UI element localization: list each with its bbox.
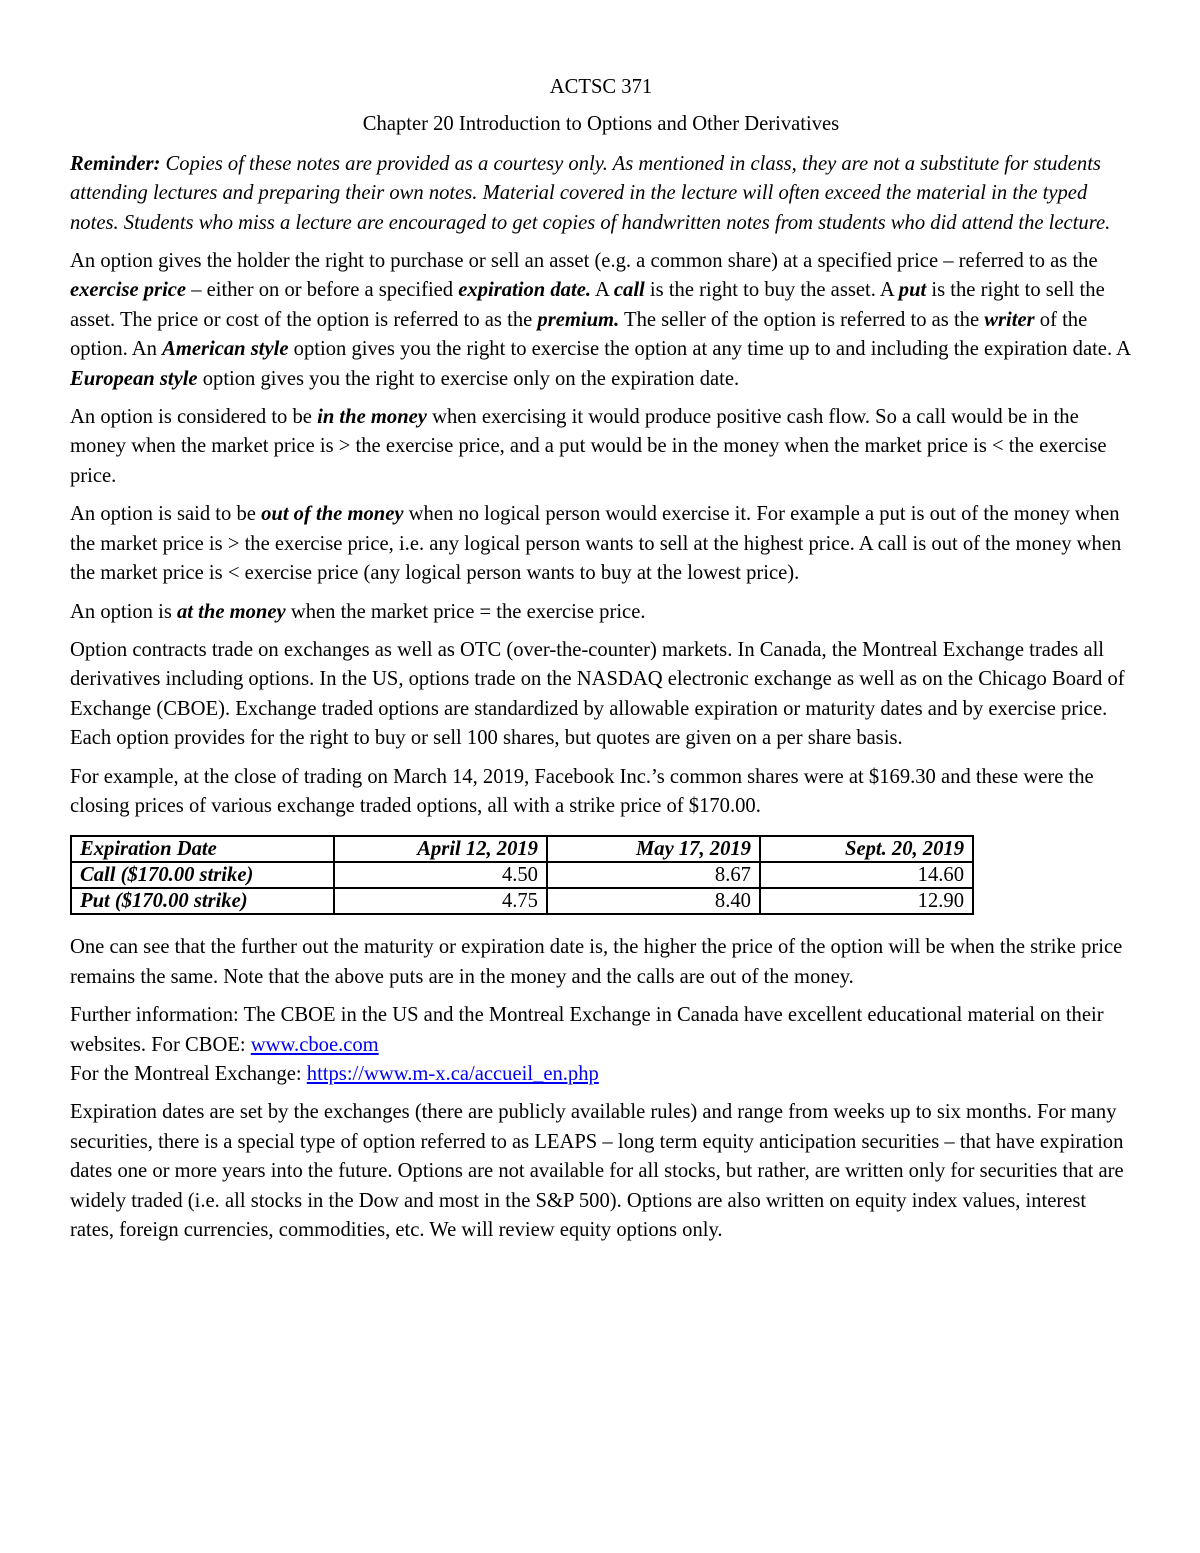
further-info-line (70, 1001, 1132, 1060)
spacer (70, 1089, 1132, 1098)
table-header-row (71, 836, 973, 862)
table-header-cell: Expiration Date (71, 836, 334, 862)
text-run: of the option. An (70, 308, 1088, 361)
table-header-cell: Sept. 20, 2019 (760, 836, 973, 862)
term-out-of-the-money: out of the money (261, 503, 404, 526)
term-expiration-date: expiration date. (458, 279, 591, 302)
paragraph-expiration-dates: Expiration dates are set by the exchanges (there are publicly available rules) and range from weeks up to six months. For many securities, there is a special type of option referred to as LEAPS – long term equity anticipation securities – that have expiration dates one or more years into the future. Options are not available for all stocks, but rather, are written only for securities that are widely traded (i.e. all stocks in the Dow and most in the S&P 500). Options are also written on equity index values, interest rates, foreign currencies, commodities, etc. We will review equity options only. (70, 1101, 1124, 1241)
table-row-label: Put ($170.00 strike) (71, 888, 334, 914)
table-header-cell: April 12, 2019 (334, 836, 547, 862)
table-row (71, 888, 973, 914)
paragraph-exchanges: Option contracts trade on exchanges as well as OTC (over-the-counter) markets. In Canada, the Montreal Exchange trades all derivatives including options. In the US, options trade on the NASDAQ electronic exchange as well as on the Chicago Board of Exchange (CBOE). Exchange traded options are standardized by allowable expiration or maturity dates and by exercise price. Each option provides for the right to buy or sell 100 shares, but quotes are given on a per share basis. (70, 638, 1125, 750)
table-cell: 8.67 (547, 862, 760, 888)
text-run: An option gives the holder the right to purchase or sell an asset (e.g. a common share) at a specified price – referred to as the (70, 250, 1098, 273)
montreal-exchange-line (70, 1060, 1132, 1089)
cboe-link[interactable]: www.cboe.com (250, 1033, 379, 1056)
table-header-cell: May 17, 2019 (547, 836, 760, 862)
paragraph-maturity-observation: One can see that the further out the maturity or expiration date is, the higher the price of the option will be when the strike price remains the same. Note that the above puts are in the money and the calls are out of the money. (70, 936, 1123, 988)
table-cell: 12.90 (760, 888, 973, 914)
text-run: An option is considered to be (70, 406, 318, 429)
paragraph-at-the-money (70, 598, 1132, 627)
further-information (70, 1001, 1132, 1089)
text-run: when the market price = the exercise price. (285, 600, 646, 623)
term-at-the-money: at the money (176, 600, 286, 623)
montreal-exchange-link[interactable]: https://www.m-x.ca/accueil_en.php (306, 1062, 599, 1085)
table-cell: 4.50 (334, 862, 547, 888)
reminder-label: Reminder: (70, 152, 161, 175)
table-row (71, 862, 973, 888)
options-price-table (70, 835, 974, 915)
text-run: when no logical person would exercise it. For example a put is out of the money when the market price is > the exercise price, i.e. any logical person wants to sell at the highest price. A call is out of the money when the market price is < exercise price (any logical person wants to buy at the lowest price). (70, 503, 1122, 585)
table-row-label: Call ($170.00 strike) (71, 862, 334, 888)
table-cell: 8.40 (547, 888, 760, 914)
reminder-text: Copies of these notes are provided as a courtesy only. As mentioned in class, they are not a substitute for students attending lectures and preparing their own notes. Material covered in the lecture will often exceed the material in the typed notes. Students who miss a lecture are encouraged to get copies of handwritten notes from students who did attend the lecture. (70, 152, 1111, 234)
paragraph-option-definition (70, 247, 1132, 394)
text-run: For the Montreal Exchange: (70, 1062, 307, 1085)
term-put: put (898, 279, 927, 302)
text-run: An option is said to be (70, 503, 262, 526)
text-run: option gives you the right to exercise only on the expiration date. (197, 367, 740, 390)
paragraph-facebook-example: For example, at the close of trading on March 14, 2019, Facebook Inc.’s common shares were at $169.30 and these were the closing prices of various exchange traded options, all with a strike price of $170.00. (70, 765, 1094, 817)
paragraph-out-of-the-money (70, 500, 1132, 588)
table-cell: 14.60 (760, 862, 973, 888)
term-call: call (613, 279, 645, 302)
term-exercise-price: exercise price (70, 279, 187, 302)
text-run: option gives you the right to exercise the option at any time up to and including the expiration date. A (288, 338, 1130, 361)
text-run: A (590, 279, 614, 302)
text-run: – either on or before a specified (186, 279, 459, 302)
text-run: The seller of the option is referred to as the (619, 308, 985, 331)
text-run: Further information: The CBOE in the US and the Montreal Exchange in Canada have excellent educational material on their websites. For CBOE: (70, 1004, 1104, 1056)
term-writer: writer (984, 308, 1035, 331)
course-title: ACTSC 371 (549, 76, 653, 98)
table-cell: 4.75 (334, 888, 547, 914)
text-run: is the right to sell the asset. The price or cost of the option is referred to as the (70, 279, 1105, 331)
term-european-style: European style (70, 367, 198, 390)
chapter-title: Chapter 20 Introduction to Options and Other Derivatives (362, 113, 840, 136)
text-run: when exercising it would produce positive cash flow. So a call would be in the money when the market price is > the exercise price, and a put would be in the money when the market price is < the exercise price. (70, 406, 1107, 487)
text-run: An option is (70, 600, 177, 623)
paragraph-in-the-money (70, 403, 1132, 491)
term-premium: premium. (537, 308, 620, 331)
term-in-the-money: in the money (317, 406, 427, 429)
page-content (70, 73, 1132, 1254)
term-american-style: American style (162, 338, 289, 361)
text-run: is the right to buy the asset. A (644, 279, 899, 302)
reminder-paragraph (70, 150, 1132, 238)
